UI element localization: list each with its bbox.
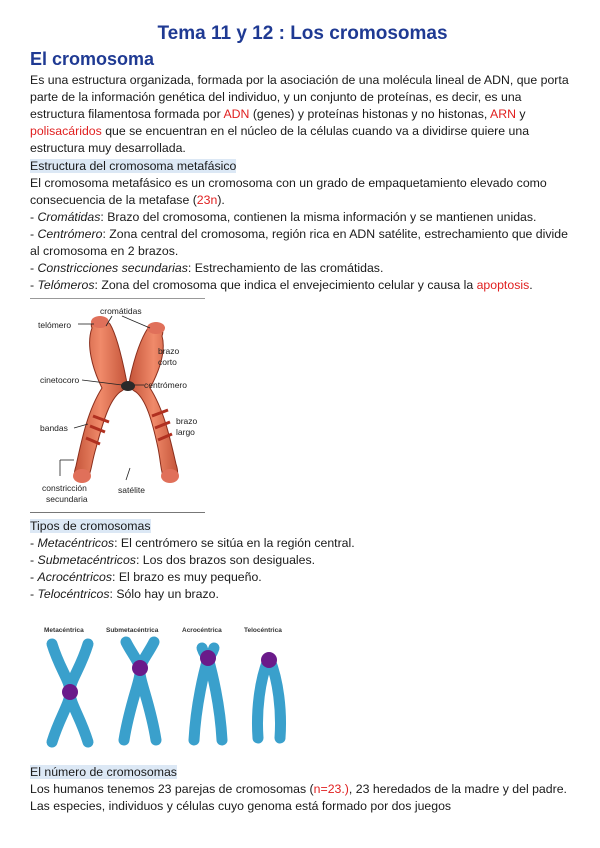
label-telocentrica: Telocéntrica [244,627,282,634]
label-cromatidas: cromátidas [100,306,142,316]
metafasico-heading: Estructura del cromosoma metafásico [30,159,237,173]
tipos-heading: Tipos de cromosomas [30,519,151,533]
telomere-mark [161,469,179,483]
numero-section [30,764,575,815]
numero-heading: El número de cromosomas [30,765,177,779]
metaphase-chromosome-figure [30,298,205,513]
numero-n-value: n=23.) [313,782,349,796]
intro-paragraph [30,72,575,157]
numero-text-1: Los humanos tenemos 23 parejas de cromosomas ( [30,782,314,796]
list-item: - Submetacéntricos: Los dos brazos son desiguales. [30,553,316,567]
term-acrocentricos: Acrocéntricos [37,570,113,584]
list-item: - Centrómero: Zona central del cromosoma, región rica en ADN satélite, estrechamiento que divide al cromosoma en 2 brazos. [30,227,568,258]
centromere-mark [121,381,135,391]
term-telomeros: Telómeros [37,278,95,292]
centromere-acrocentric [200,650,216,666]
label-constriccion-1: constricción [42,483,87,493]
label-constriccion-2: secundaria [46,494,88,504]
tipos-section [30,518,575,603]
metafasico-desc-1: El cromosoma metafásico es un cromosoma con un grado de empaquetamiento elevado como consecuencia de la metafase ( [30,176,547,207]
polisacaridos-term: polisacáridos [30,124,102,138]
label-submetacentrica: Submetacéntrica [106,627,159,634]
intro-text-3: y [516,107,526,121]
chromosome-telocentric [257,660,280,738]
item-end: . [529,278,533,292]
telomere-mark [73,469,91,483]
apoptosis-term: apoptosis [476,278,530,292]
item-text: : Sólo hay un brazo. [109,587,219,601]
label-bandas: bandas [40,423,68,433]
metaphase-chromosome-diagram [30,298,205,512]
section-heading-cromosoma: El cromosoma [30,49,155,69]
item-text: : Los dos brazos son desiguales. [135,553,316,567]
label-telomero: telómero [38,320,72,330]
label-cinetocoro: cinetocoro [40,375,80,385]
centromere-telocentric [261,652,277,668]
intro-text-1: Es una estructura organizada, formada por la asociación de una molécula lineal de ADN, que porta parte de la información genética del individuo, y un conjunto de proteínas, es decir, es una estructura filamentosa formada por [30,73,569,121]
item-text: : Zona del cromosoma que indica el envejecimiento celular y causa la [94,278,477,292]
metafase-23n: 23n [196,193,218,207]
label-brazo-largo-2: largo [176,427,195,437]
list-item: - Telómeros: Zona del cromosoma que indica el envejecimiento celular y causa la apoptosis. [30,278,533,292]
chromosome-submetacentric [124,642,156,740]
label-metacentrica: Metacéntrica [44,627,84,634]
telomere-mark [91,316,109,328]
adn-term: ADN [223,107,250,121]
list-item: - Constricciones secundarias: Estrechamiento de las cromátidas. [30,261,384,275]
term-metacentricos: Metacéntricos [37,536,115,550]
metafasico-section [30,158,575,294]
label-brazo-largo-1: brazo [176,416,198,426]
list-item: - Metacéntricos: El centrómero se sitúa en la región central. [30,536,355,550]
numero-text-2: , 23 heredados de la madre y del padre. Las especies, individuos y células cuyo genoma está formado por dos juegos [30,782,567,813]
term-cromatidas: Cromátidas [37,210,101,224]
list-item: - Acrocéntricos: El brazo es muy pequeño. [30,570,262,584]
label-acrocentrica: Acrocéntrica [182,627,222,634]
label-brazo-corto-2: corto [158,357,177,367]
metafasico-desc-2: ). [217,193,225,207]
page-title: Tema 11 y 12 : Los cromosomas [157,23,448,44]
term-telocentricos: Telocéntricos [37,587,110,601]
list-item: - Telocéntricos: Sólo hay un brazo. [30,587,219,601]
chromosome-types-diagram [30,620,300,750]
item-text: : Brazo del cromosoma, contienen la misma información y se mantienen unidas. [100,210,537,224]
intro-text-4: que se encuentran en el núcleo de la células cuando va a dividirse quiere una estructura muy desarrollada. [30,124,530,155]
term-constricciones: Constricciones secundarias [37,261,188,275]
centromere-metacentric [62,684,78,700]
label-satelite: satélite [118,485,145,495]
intro-text-2: (genes) y proteínas histonas y no histonas, [249,107,491,121]
item-text: : El brazo es muy pequeño. [112,570,262,584]
list-item: - Cromátidas: Brazo del cromosoma, contienen la misma información y se mantienen unidas. [30,210,537,224]
item-text: : Estrechamiento de las cromátidas. [187,261,384,275]
item-text: : Zona central del cromosoma, región rica en ADN satélite, estrechamiento que divide al cromosoma en 2 brazos. [30,227,568,258]
chromatid-left [74,320,126,482]
term-submetacentricos: Submetacéntricos [37,553,136,567]
arn-term: ARN [490,107,516,121]
chromosome-types-figure [30,620,300,750]
centromere-submetacentric [132,660,148,676]
label-centromero: centrómero [144,380,187,390]
term-centromero: Centrómero [37,227,103,241]
label-brazo-corto-1: brazo [158,346,180,356]
item-text: : El centrómero se sitúa en la región central. [114,536,355,550]
